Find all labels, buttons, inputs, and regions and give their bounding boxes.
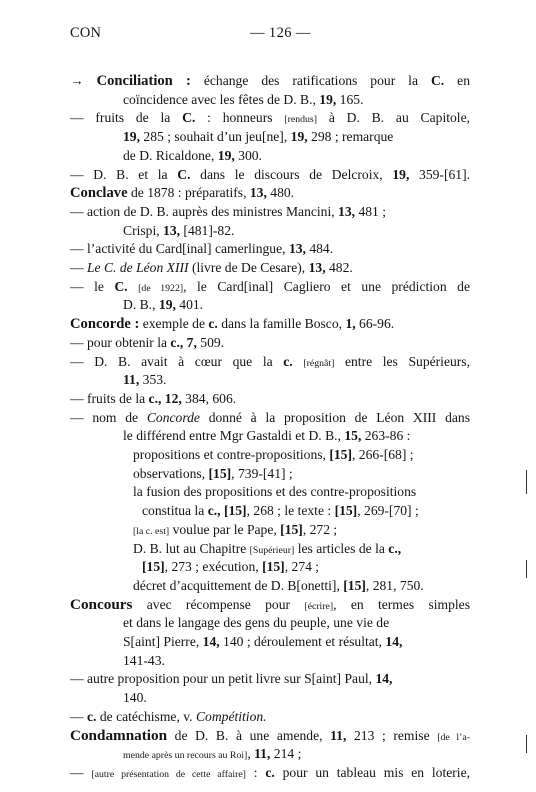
index-line: constitua la c., [15], 268 ; le texte : [15], 269-[70] ; xyxy=(142,503,419,519)
margin-rule xyxy=(526,735,527,753)
index-line: — D. B. avait à cœur que la c. [régnât] entre les Supérieurs, xyxy=(70,353,470,369)
index-line: décret d’acquittement de D. B[onetti], [15], 281, 750. xyxy=(133,577,424,593)
index-line: de D. Ricaldone, 19, 300. xyxy=(123,147,262,163)
index-line: 141-43. xyxy=(123,652,165,668)
index-line: Condamnation de D. B. à une amende, 11, 213 ; remise [de l’a- xyxy=(70,726,470,744)
index-line: — action de D. B. auprès des ministres Mancini, 13, 481 ; xyxy=(70,203,387,219)
index-line: observations, [15], 739-[41] ; xyxy=(133,465,293,481)
index-line: D. B. lut au Chapitre [Supérieur] les articles de la c., xyxy=(133,540,402,556)
page-number: — 126 — xyxy=(250,25,311,41)
index-line: propositions et contre-propositions, [15], 266-[68] ; xyxy=(133,447,414,462)
index-line: — nom de Concorde donné à la proposition de Léon XIII dans xyxy=(70,409,470,425)
index-line: — pour obtenir la c., 7, 509. xyxy=(70,334,225,350)
index-line: S[aint] Pierre, 14, 140 ; déroulement et résultat, 14, xyxy=(123,634,403,649)
index-line: — fruits de la c., 12, 384, 606. xyxy=(70,390,237,406)
index-line: — le C. [de 1922], le Card[inal] Cagliero et une prédiction de xyxy=(70,278,470,294)
index-line: — l’activité du Card[inal] camerlingue, 13, 484. xyxy=(70,241,334,257)
index-line: mende après un recours au Roi], 11, 214 ; xyxy=(123,746,302,762)
running-header-section: CON xyxy=(70,25,102,41)
index-line: [la c. est] voulue par le Pape, [15], 272 ; xyxy=(133,521,338,537)
index-line: 11, 353. xyxy=(123,372,167,388)
index-line: le différend entre Mgr Gastaldi et D. B., 15, 263-86 : xyxy=(123,428,411,444)
margin-rule xyxy=(526,560,527,578)
index-line: — c. de catéchisme, v. Compétition. xyxy=(70,708,267,724)
index-line: — D. B. et la C. dans le discours de Delcroix, 19, 359-[61]. xyxy=(70,166,470,182)
index-line: coïncidence avec les fêtes de D. B., 19, 165. xyxy=(123,91,364,107)
index-line: Crispi, 13, [481]-82. xyxy=(123,222,235,238)
index-line: et dans le langage des gens du peuple, une vie de xyxy=(123,615,390,631)
index-line: — autre proposition pour un petit livre sur S[aint] Paul, 14, xyxy=(70,671,393,687)
index-line: 140. xyxy=(123,690,147,706)
index-line: Concours avec récompense pour [écrire], en termes simples xyxy=(70,595,471,613)
index-line: → Conciliation : échange des ratifications pour la C. en xyxy=(70,73,470,89)
index-line: Concorde : exemple de c. dans la famille Bosco, 1, 66-96. xyxy=(70,316,395,333)
index-line: 19, 285 ; souhait d’un jeu[ne], 19, 298 ; remarque xyxy=(123,129,394,145)
index-line: [15], 273 ; exécution, [15], 274 ; xyxy=(142,559,320,575)
index-line: — Le C. de Léon XIII (livre de De Cesare), 13, 482. xyxy=(70,260,353,275)
index-line: — fruits de la C. : honneurs [rendus] à D. B. au Capitole, xyxy=(70,110,471,126)
index-line: D. B., 19, 401. xyxy=(123,297,204,313)
index-line: la fusion des propositions et des contre-propositions xyxy=(133,484,417,500)
index-line: — [autre présentation de cette affaire] : c. pour un tableau mis en loterie, xyxy=(70,764,470,780)
margin-rule xyxy=(526,470,527,494)
index-line: Conclave de 1878 : préparatifs, 13, 480. xyxy=(70,185,295,202)
